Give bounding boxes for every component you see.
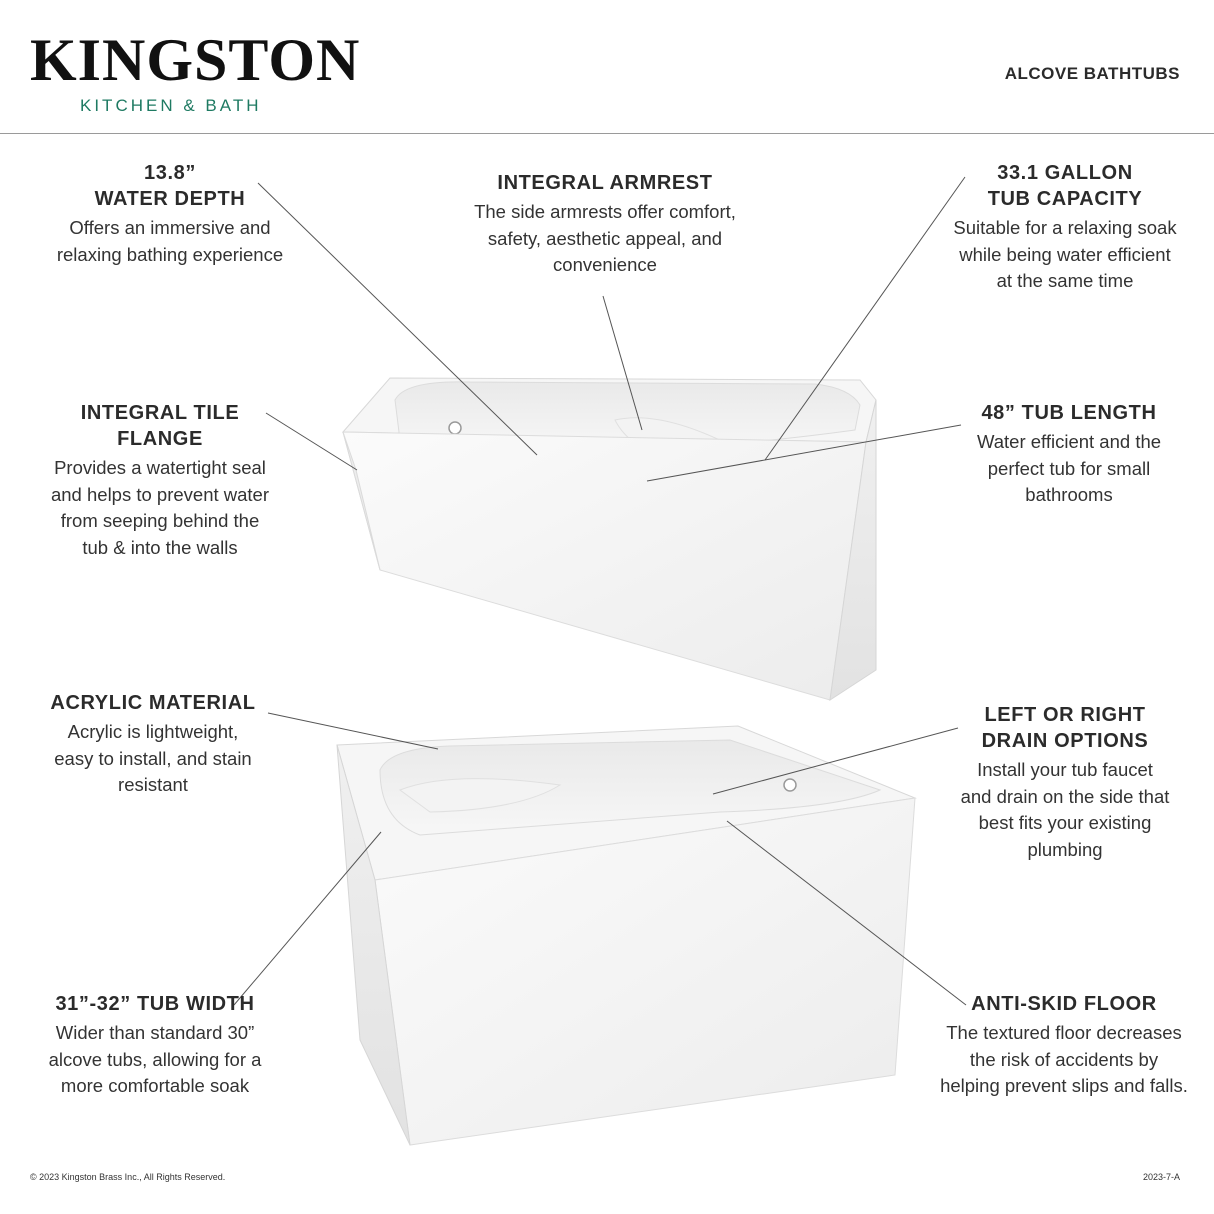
callout-text: The textured floor decreases the risk of accidents by helping prevent slips and falls. xyxy=(940,1022,1188,1096)
callout-text: Install your tub faucet and drain on the side that best fits your existing plumbing xyxy=(960,759,1170,860)
callout-title: ANTI-SKID FLOOR xyxy=(971,993,1157,1015)
callout-text: The side armrests offer comfort, safety, aesthetic appeal, and convenience xyxy=(474,201,736,275)
callout-water-depth xyxy=(30,160,310,268)
callout-title: INTEGRAL ARMREST xyxy=(497,172,713,194)
bottom-bathtub xyxy=(337,726,915,1145)
callout-title: 48” TUB LENGTH xyxy=(981,402,1157,424)
callout-armrest xyxy=(440,170,770,279)
brand-tagline: KITCHEN & BATH xyxy=(80,96,262,115)
callout-title: INTEGRAL TILE FLANGE xyxy=(80,402,240,450)
callout-title: 31”-32” TUB WIDTH xyxy=(55,993,255,1015)
callout-acrylic xyxy=(30,690,276,799)
callout-text: Acrylic is lightweight, easy to install, and stain resistant xyxy=(54,721,252,795)
callout-drain xyxy=(935,702,1195,863)
copyright-notice: © 2023 Kingston Brass Inc., All Rights Reserved. xyxy=(30,1172,226,1182)
callout-text: Suitable for a relaxing soak while being water efficient at the same time xyxy=(953,217,1177,291)
leader-acrylic xyxy=(268,713,438,749)
callout-title: LEFT OR RIGHT DRAIN OPTIONS xyxy=(981,704,1149,752)
callout-text: Offers an immersive and relaxing bathing experience xyxy=(56,217,284,265)
callout-title: 13.8” WATER DEPTH xyxy=(94,162,246,210)
callout-anti-skid xyxy=(922,991,1206,1100)
callout-title: 33.1 GALLON TUB CAPACITY xyxy=(987,162,1143,210)
callout-width xyxy=(25,991,285,1100)
top-bathtub xyxy=(343,378,876,700)
callout-text: Provides a watertight seal and helps to prevent water from seeping behind the tub & into the walls xyxy=(50,457,270,558)
callout-capacity xyxy=(930,160,1200,295)
callout-tile-flange xyxy=(25,400,295,561)
document-code: 2023-7-A xyxy=(1142,1172,1180,1182)
callout-text: Water efficient and the perfect tub for small bathrooms xyxy=(976,431,1162,505)
category-title: ALCOVE BATHTUBS xyxy=(1004,64,1180,83)
callout-title: ACRYLIC MATERIAL xyxy=(50,692,256,714)
callout-length xyxy=(940,400,1198,509)
brand-logo: KINGSTON xyxy=(30,27,361,93)
callout-text: Wider than standard 30” alcove tubs, allowing for a more comfortable soak xyxy=(48,1022,262,1096)
